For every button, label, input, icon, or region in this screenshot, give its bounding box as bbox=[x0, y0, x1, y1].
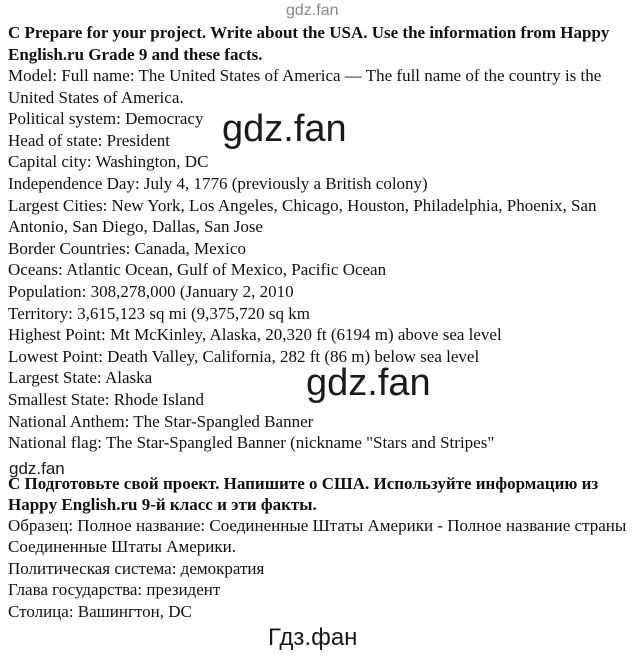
fact-largest-cities: Largest Cities: New York, Los Angeles, Chicago, Houston, Philadelphia, Phoenix, San Antonio, San Diego, Dallas, San Jose bbox=[8, 195, 597, 237]
russian-model-line: Образец: Полное название: Соединенные Штаты Америки - Полное название страны Соединенные Штаты Америки. bbox=[8, 516, 627, 557]
fact-oceans: Oceans: Atlantic Ocean, Gulf of Mexico, Pacific Ocean bbox=[8, 260, 387, 280]
russian-task-heading: С Подготовьте свой проект. Напишите о США. Используйте информацию из Happy English.ru 9-й класс и эти факты. bbox=[8, 474, 599, 514]
fact-territory: Territory: 3,615,123 sq mi (9,375,720 sq km bbox=[8, 303, 310, 323]
fact-largest-state: Largest State: Alaska bbox=[8, 368, 153, 388]
fact-independence-day: Independence Day: July 4, 1776 (previously a British colony) bbox=[8, 173, 428, 193]
fact-head-of-state: Head of state: President bbox=[8, 130, 170, 150]
fact-national-anthem: National Anthem: The Star-Spangled Banner bbox=[8, 411, 314, 431]
fact-border-countries: Border Countries: Canada, Mexico bbox=[8, 238, 246, 258]
fact-political-system: Political system: Democracy bbox=[8, 109, 204, 129]
fact-highest-point: Highest Point: Mt McKinley, Alaska, 20,320 ft (6194 m) above sea level bbox=[8, 325, 502, 345]
english-model-line: Model: Full name: The United States of America — The full name of the country is the United States of America. bbox=[8, 66, 602, 107]
fact-smallest-state: Smallest State: Rhode Island bbox=[8, 389, 204, 409]
watermark-middle-1: gdz.fan bbox=[222, 108, 347, 150]
russian-fact-political-system: Политическая система: демократия bbox=[8, 558, 265, 578]
fact-capital-city: Capital city: Washington, DC bbox=[8, 152, 209, 172]
fact-population: Population: 308,278,000 (January 2, 2010 bbox=[8, 281, 294, 301]
watermark-top: gdz.fan bbox=[286, 2, 339, 19]
fact-national-flag: National flag: The Star-Spangled Banner (nickname "Stars and Stripes" bbox=[8, 433, 495, 453]
watermark-middle-2: gdz.fan bbox=[306, 362, 431, 404]
fact-lowest-point: Lowest Point: Death Valley, California, 282 ft (86 m) below sea level bbox=[8, 346, 480, 366]
russian-section bbox=[8, 473, 634, 622]
russian-fact-head-of-state: Глава государства: президент bbox=[8, 580, 221, 600]
watermark-bottom: Гдз.фан bbox=[268, 624, 358, 651]
watermark-small: gdz.fan bbox=[9, 459, 65, 478]
english-task-heading: C Prepare for your project. Write about the USA. Use the information from Happy English.ru Grade 9 and these facts. bbox=[8, 23, 610, 64]
russian-fact-capital: Столица: Вашингтон, DC bbox=[8, 601, 192, 621]
